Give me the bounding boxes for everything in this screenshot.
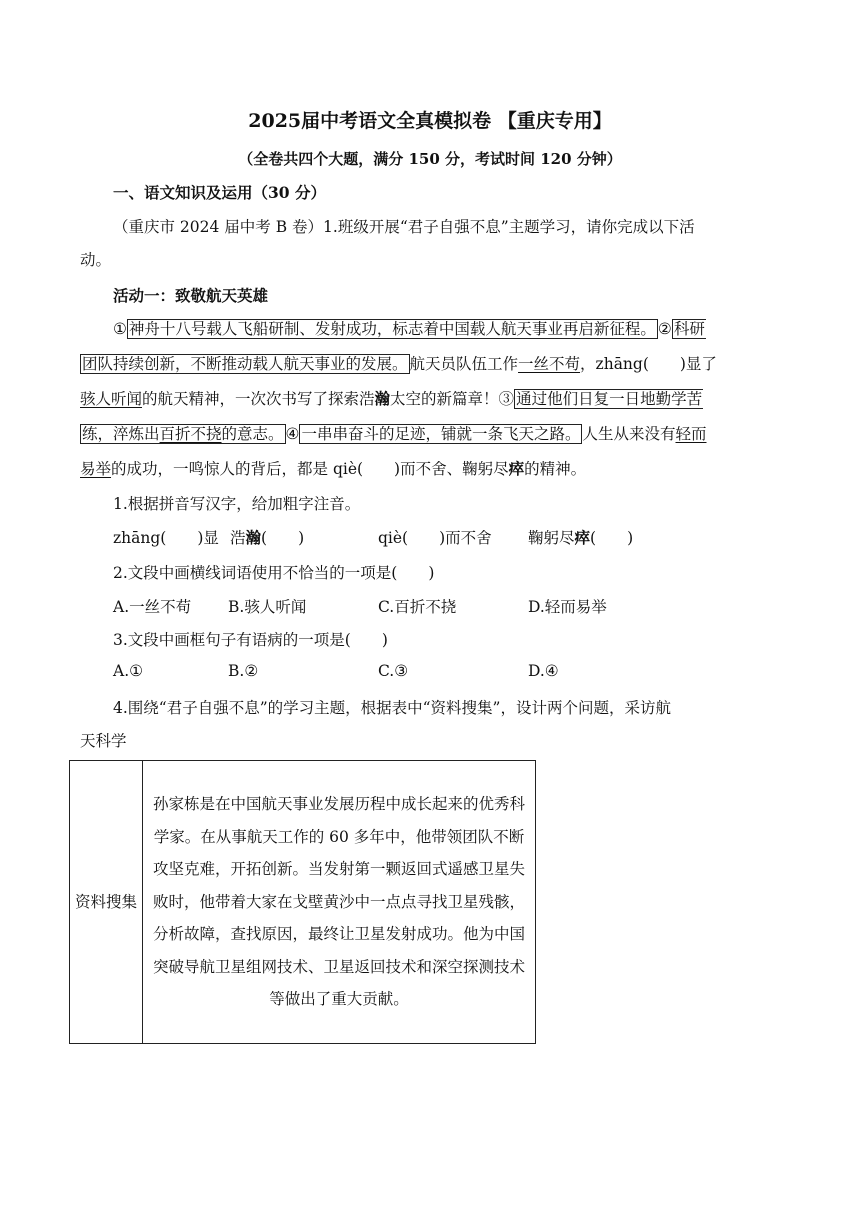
boxed-sentence-3-start: 通过他们日复一日地勤学苦	[516, 390, 703, 408]
q1-bold-char: 瘁	[574, 528, 591, 547]
passage-text: 的航天精神，一次次书写了探索浩	[142, 390, 375, 408]
q1-text: ( )	[261, 529, 305, 547]
boxed-sentence-2-end: 团队持续创新，不断推动载人航天事业的发展。	[82, 355, 408, 373]
sentence-number: ①	[113, 320, 127, 338]
passage-text: 的成功，一鸣惊人的背后，都是 qiè( )而不舍、鞠躬尽	[111, 460, 509, 478]
boxed-sentence-2-start: 科研	[673, 320, 705, 338]
question-4-line2: 天科学	[80, 732, 127, 750]
q2-option-c: C.百折不挠	[378, 598, 457, 616]
q1-text: 浩	[230, 529, 246, 547]
q2-option-d: D.轻而易举	[528, 598, 607, 616]
question-2-stem: 2.文段中画横线词语使用不恰当的一项是( )	[113, 564, 435, 582]
table-label-cell: 资料搜集	[70, 761, 143, 1044]
table-row	[70, 761, 536, 1044]
passage-text: 人生从来没有	[582, 425, 676, 443]
underlined-word-1: 一丝不苟	[518, 355, 581, 373]
boxed-sentence-4: 一串串奋斗的足迹，铺就一条飞天之路。	[301, 425, 581, 443]
passage-text: 练，淬炼出	[82, 425, 160, 443]
underlined-word-4-start: 轻而	[675, 425, 707, 443]
q3-option-a: A.①	[113, 662, 144, 680]
q1-blank-b	[230, 526, 304, 548]
table-content-text: 孙家栋是在中国航天事业发展历程中成长起来的优秀科学家。在从事航天工作的 60 多年中，他带领团队不断攻坚克难，开拓创新。当发射第一颗返回式遥感卫星失败时，他带着大家在戈壁黄沙中一点点寻找卫星残骸，分析故障，查找原因，最终让卫星发射成功。他为中国突破导航卫星组网技术、卫星返回技术和深空探测技术等做出了重大贡献。	[152, 795, 525, 1009]
q2-option-b: B.骇人听闻	[228, 598, 307, 616]
underlined-word-4-end: 易举	[80, 460, 112, 478]
q3-option-b: B.②	[228, 662, 259, 680]
passage-text: 航天员队伍工作	[409, 355, 519, 373]
passage-text: 的精神。	[524, 460, 587, 478]
page-title: 2025届中考语文全真模拟卷 【重庆专用】	[248, 110, 612, 132]
q1-blank-d	[528, 526, 633, 548]
q1-text: 鞠躬尽	[528, 529, 575, 547]
underlined-word-3: 百折不挠	[159, 425, 222, 443]
q3-option-c: C.③	[378, 662, 409, 680]
question-4-line1: 4.围绕“君子自强不息”的学习主题，根据表中“资料搜集”，设计两个问题，采访航	[113, 699, 671, 717]
question-intro-line1: （重庆市 2024 届中考 B 卷）1.班级开展“君子自强不息”主题学习，请你完成以下活	[113, 218, 695, 236]
activity-heading: 活动一：致敬航天英雄	[113, 286, 269, 305]
sentence-number: ②	[657, 320, 672, 338]
passage-line-5	[80, 457, 586, 479]
page-subtitle: （全卷共四个大题，满分 150 分，考试时间 120 分钟）	[238, 150, 622, 168]
q1-text: ( )	[590, 529, 634, 547]
passage-text: ，zhāng( )显了	[580, 355, 717, 373]
bold-char-2: 瘁	[508, 459, 525, 478]
passage-text: 太空的新篇章！③	[390, 390, 515, 408]
q1-blank-a: zhāng( )显	[113, 529, 219, 547]
bold-char-1: 瀚	[374, 389, 391, 408]
question-intro-line2: 动。	[80, 251, 112, 269]
q2-option-a: A.一丝不苟	[113, 598, 192, 616]
q3-option-d: D.④	[528, 662, 559, 680]
table-content-cell	[143, 761, 536, 1044]
boxed-sentence-3-end	[80, 424, 286, 444]
passage-line-3	[80, 387, 703, 409]
passage-line-2	[80, 352, 717, 374]
sentence-number: ④	[285, 425, 300, 443]
passage-line-4	[80, 422, 707, 444]
boxed-sentence-1: 神舟十八号载人飞船研制、发射成功，标志着中国载人航天事业再启新征程。	[128, 320, 656, 338]
q1-blank-c: qiè( )而不舍	[378, 529, 492, 547]
passage-text: 的意志。	[221, 425, 284, 443]
question-1-stem: 1.根据拼音写汉字，给加粗字注音。	[113, 495, 361, 513]
material-table	[69, 760, 536, 1044]
underlined-word-2: 骇人听闻	[80, 390, 143, 408]
question-3-stem: 3.文段中画框句子有语病的一项是( )	[113, 631, 388, 649]
section-heading: 一、语文知识及运用（30 分）	[113, 183, 326, 202]
passage-line-1	[113, 317, 706, 339]
q1-bold-char: 瀚	[245, 528, 262, 547]
